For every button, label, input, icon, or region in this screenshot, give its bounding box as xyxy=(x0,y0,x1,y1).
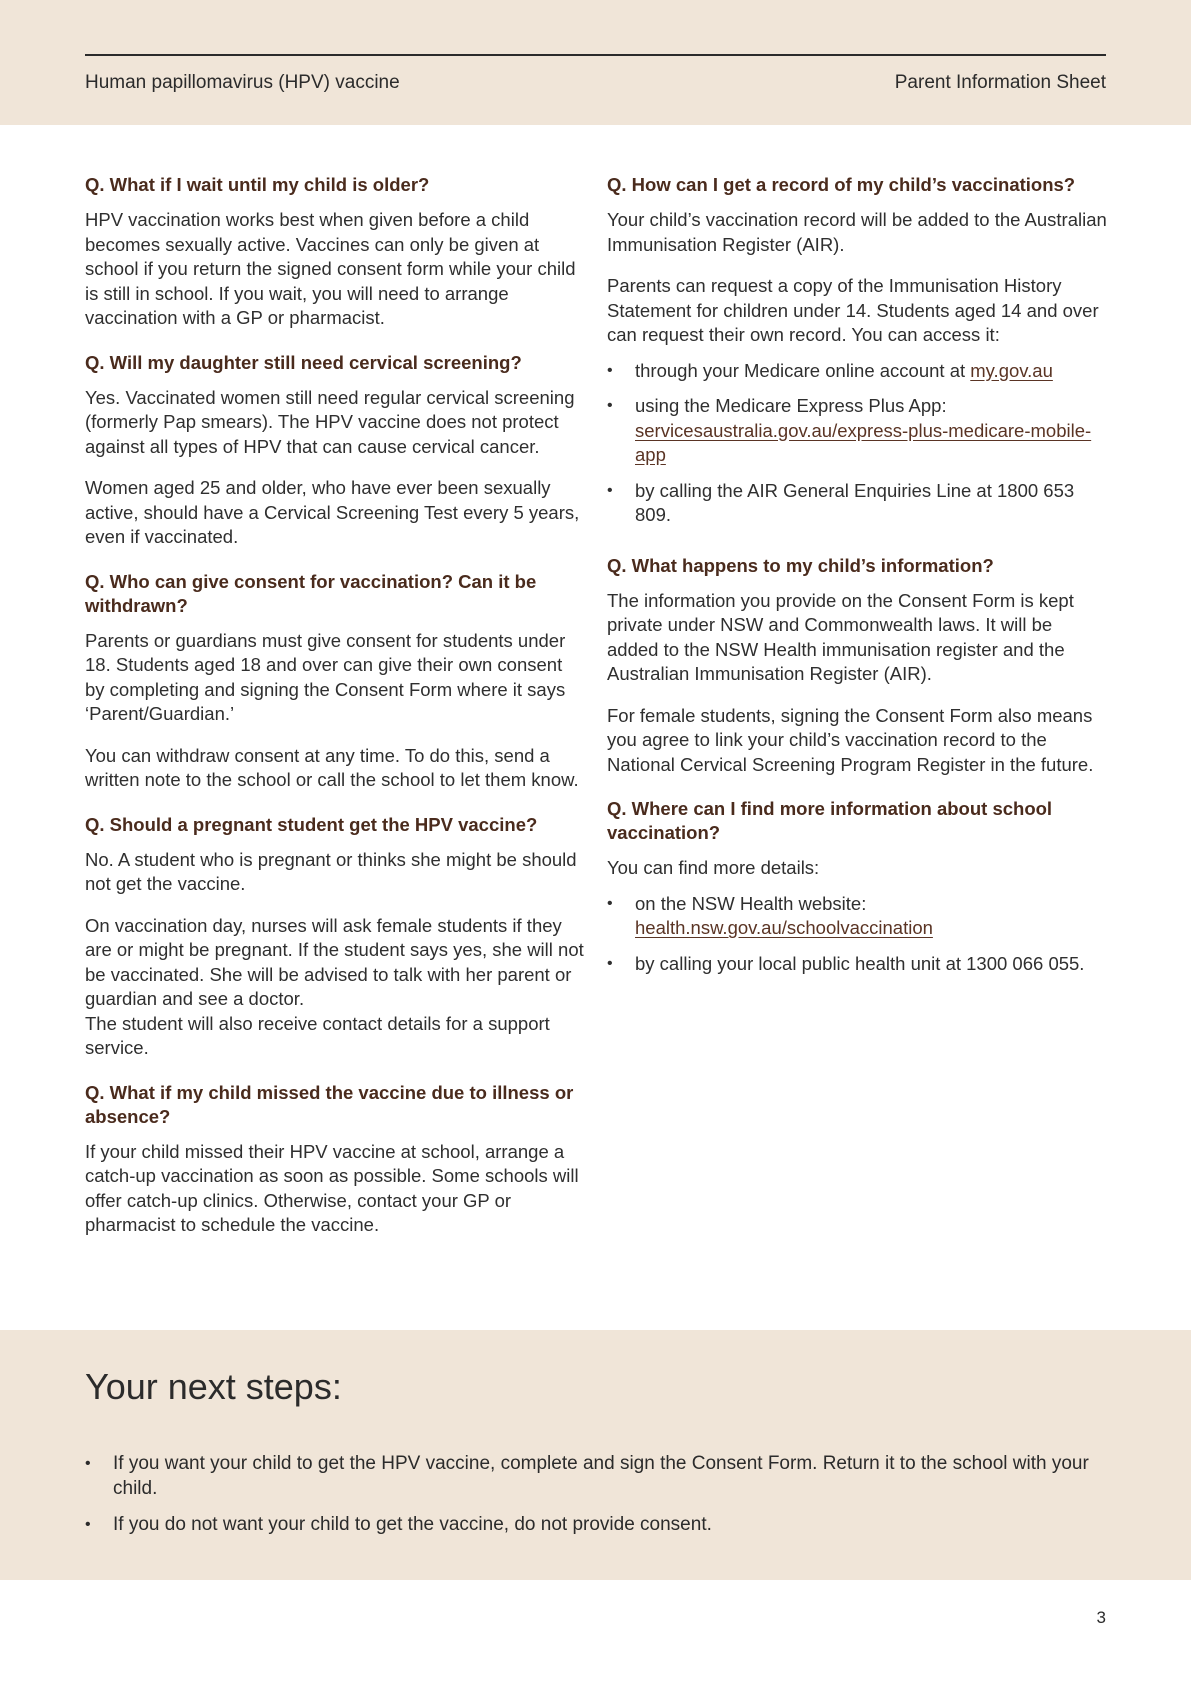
list-item-text: using the Medicare Express Plus App: xyxy=(635,395,947,416)
header-band xyxy=(0,0,1191,125)
answer-paragraph: The student will also receive contact details for a support service. xyxy=(85,1012,550,1058)
next-steps-title: Your next steps: xyxy=(85,1366,342,1407)
question-heading: Q. How can I get a record of my child’s vaccinations? xyxy=(607,174,1076,195)
access-options-list xyxy=(607,359,1107,528)
list-item xyxy=(607,892,1107,941)
answer-paragraph: You can withdraw consent at any time. To do this, send a written note to the school or call the school to let them know. xyxy=(85,744,579,790)
page-number: 3 xyxy=(1096,1608,1106,1627)
question-heading: Q. Who can give consent for vaccination? Can it be withdrawn? xyxy=(85,570,537,616)
answer-paragraph: If your child missed their HPV vaccine at school, arrange a catch-up vaccination as soon as possible. Some schools will offer catch-up clinics. Otherwise, contact your GP or pharmacist to schedule the vaccine. xyxy=(85,1140,579,1235)
more-info-list xyxy=(607,892,1107,977)
answer-paragraph: Parents or guardians must give consent for students under 18. Students aged 18 and over can give their own consent by completing and signing the Consent Form where it says ‘Parent/Guardian.’ xyxy=(85,629,566,724)
question-heading: Q. What happens to my child’s information? xyxy=(607,554,994,576)
answer-paragraph: Yes. Vaccinated women still need regular cervical screening (formerly Pap smears). The HPV vaccine does not protect against all types of HPV that can cause cervical cancer. xyxy=(85,386,575,457)
right-column xyxy=(607,173,1107,996)
next-step-item: • If you want your child to get the HPV vaccine, complete and sign the Consent Form. Return it to the school with your child. xyxy=(85,1451,1106,1501)
answer-paragraph: On vaccination day, nurses will ask female students if they are or might be pregnant. If the student says yes, she will not be vaccinated. She will be advised to talk with her parent or guardian and see a doctor. xyxy=(85,914,584,1009)
list-item xyxy=(607,394,1107,468)
left-column xyxy=(85,173,585,1258)
question-heading: Q. Should a pregnant student get the HPV vaccine? xyxy=(85,813,538,835)
answer-paragraph: Your child’s vaccination record will be added to the Australian Immunisation Register (AIR). xyxy=(607,209,1107,255)
next-step-item: • If you do not want your child to get the vaccine, do not provide consent. xyxy=(85,1512,1106,1537)
qa-wait-until-older xyxy=(85,173,585,331)
list-item xyxy=(607,359,1107,384)
header-rule xyxy=(85,54,1106,56)
list-item xyxy=(607,479,1107,528)
answer-paragraph: You can find more details: xyxy=(607,857,820,878)
header-title: Human papillomavirus (HPV) vaccine xyxy=(85,72,400,93)
answer-paragraph: HPV vaccination works best when given before a child becomes sexually active. Vaccines can only be given at school if you return the signed consent form while your child is still in school. If you wait, you will need to arrange vaccination with a GP or pharmacist. xyxy=(85,209,576,328)
qa-consent xyxy=(85,570,585,793)
list-item-text: by calling the AIR General Enquiries Line at 1800 653 809. xyxy=(635,479,1075,525)
list-item-text: on the NSW Health website: xyxy=(635,892,867,914)
qa-pregnant-student xyxy=(85,813,585,1061)
qa-missed-vaccine xyxy=(85,1081,585,1238)
question-heading: Q. What if I wait until my child is older? xyxy=(85,174,430,195)
question-heading: Q. Where can I find more information about school vaccination? xyxy=(607,798,1053,843)
qa-vaccination-record xyxy=(607,173,1107,528)
list-item-text: through your Medicare online account at xyxy=(635,359,966,381)
mygov-link[interactable]: my.gov.au xyxy=(970,359,1053,381)
question-heading: Q. What if my child missed the vaccine due to illness or absence? xyxy=(85,1081,574,1127)
qa-child-information xyxy=(607,554,1107,778)
question-heading: Q. Will my daughter still need cervical screening? xyxy=(85,351,522,373)
answer-paragraph: Women aged 25 and older, who have ever been sexually active, should have a Cervical Screening Test every 5 years, even if vaccinated. xyxy=(85,477,580,547)
next-steps-list xyxy=(85,1451,1106,1548)
qa-more-information xyxy=(607,797,1107,976)
header-document-type: Parent Information Sheet xyxy=(894,72,1106,93)
answer-paragraph: No. A student who is pregnant or thinks she might be should not get the vaccine. xyxy=(85,848,577,894)
qa-cervical-screening xyxy=(85,351,585,550)
answer-paragraph: Parents can request a copy of the Immunisation History Statement for children under 14. Students aged 14 and over can request their own record. You can access it: xyxy=(607,275,1099,345)
nsw-health-link[interactable]: health.nsw.gov.au/schoolvaccination xyxy=(635,917,933,938)
answer-paragraph: The information you provide on the Consent Form is kept private under NSW and Commonwealth laws. It will be added to the NSW Health immunisation register and the Australian Immunisation Register (AIR). xyxy=(607,589,1074,684)
list-item-text: by calling your local public health unit at 1300 066 055. xyxy=(635,952,1085,974)
list-item xyxy=(607,952,1107,977)
express-plus-app-link[interactable]: servicesaustralia.gov.au/express-plus-medicare-mobile-app xyxy=(635,419,1092,465)
answer-paragraph: For female students, signing the Consent Form also means you agree to link your child’s vaccination record to the National Cervical Screening Program Register in the future. xyxy=(607,704,1094,775)
